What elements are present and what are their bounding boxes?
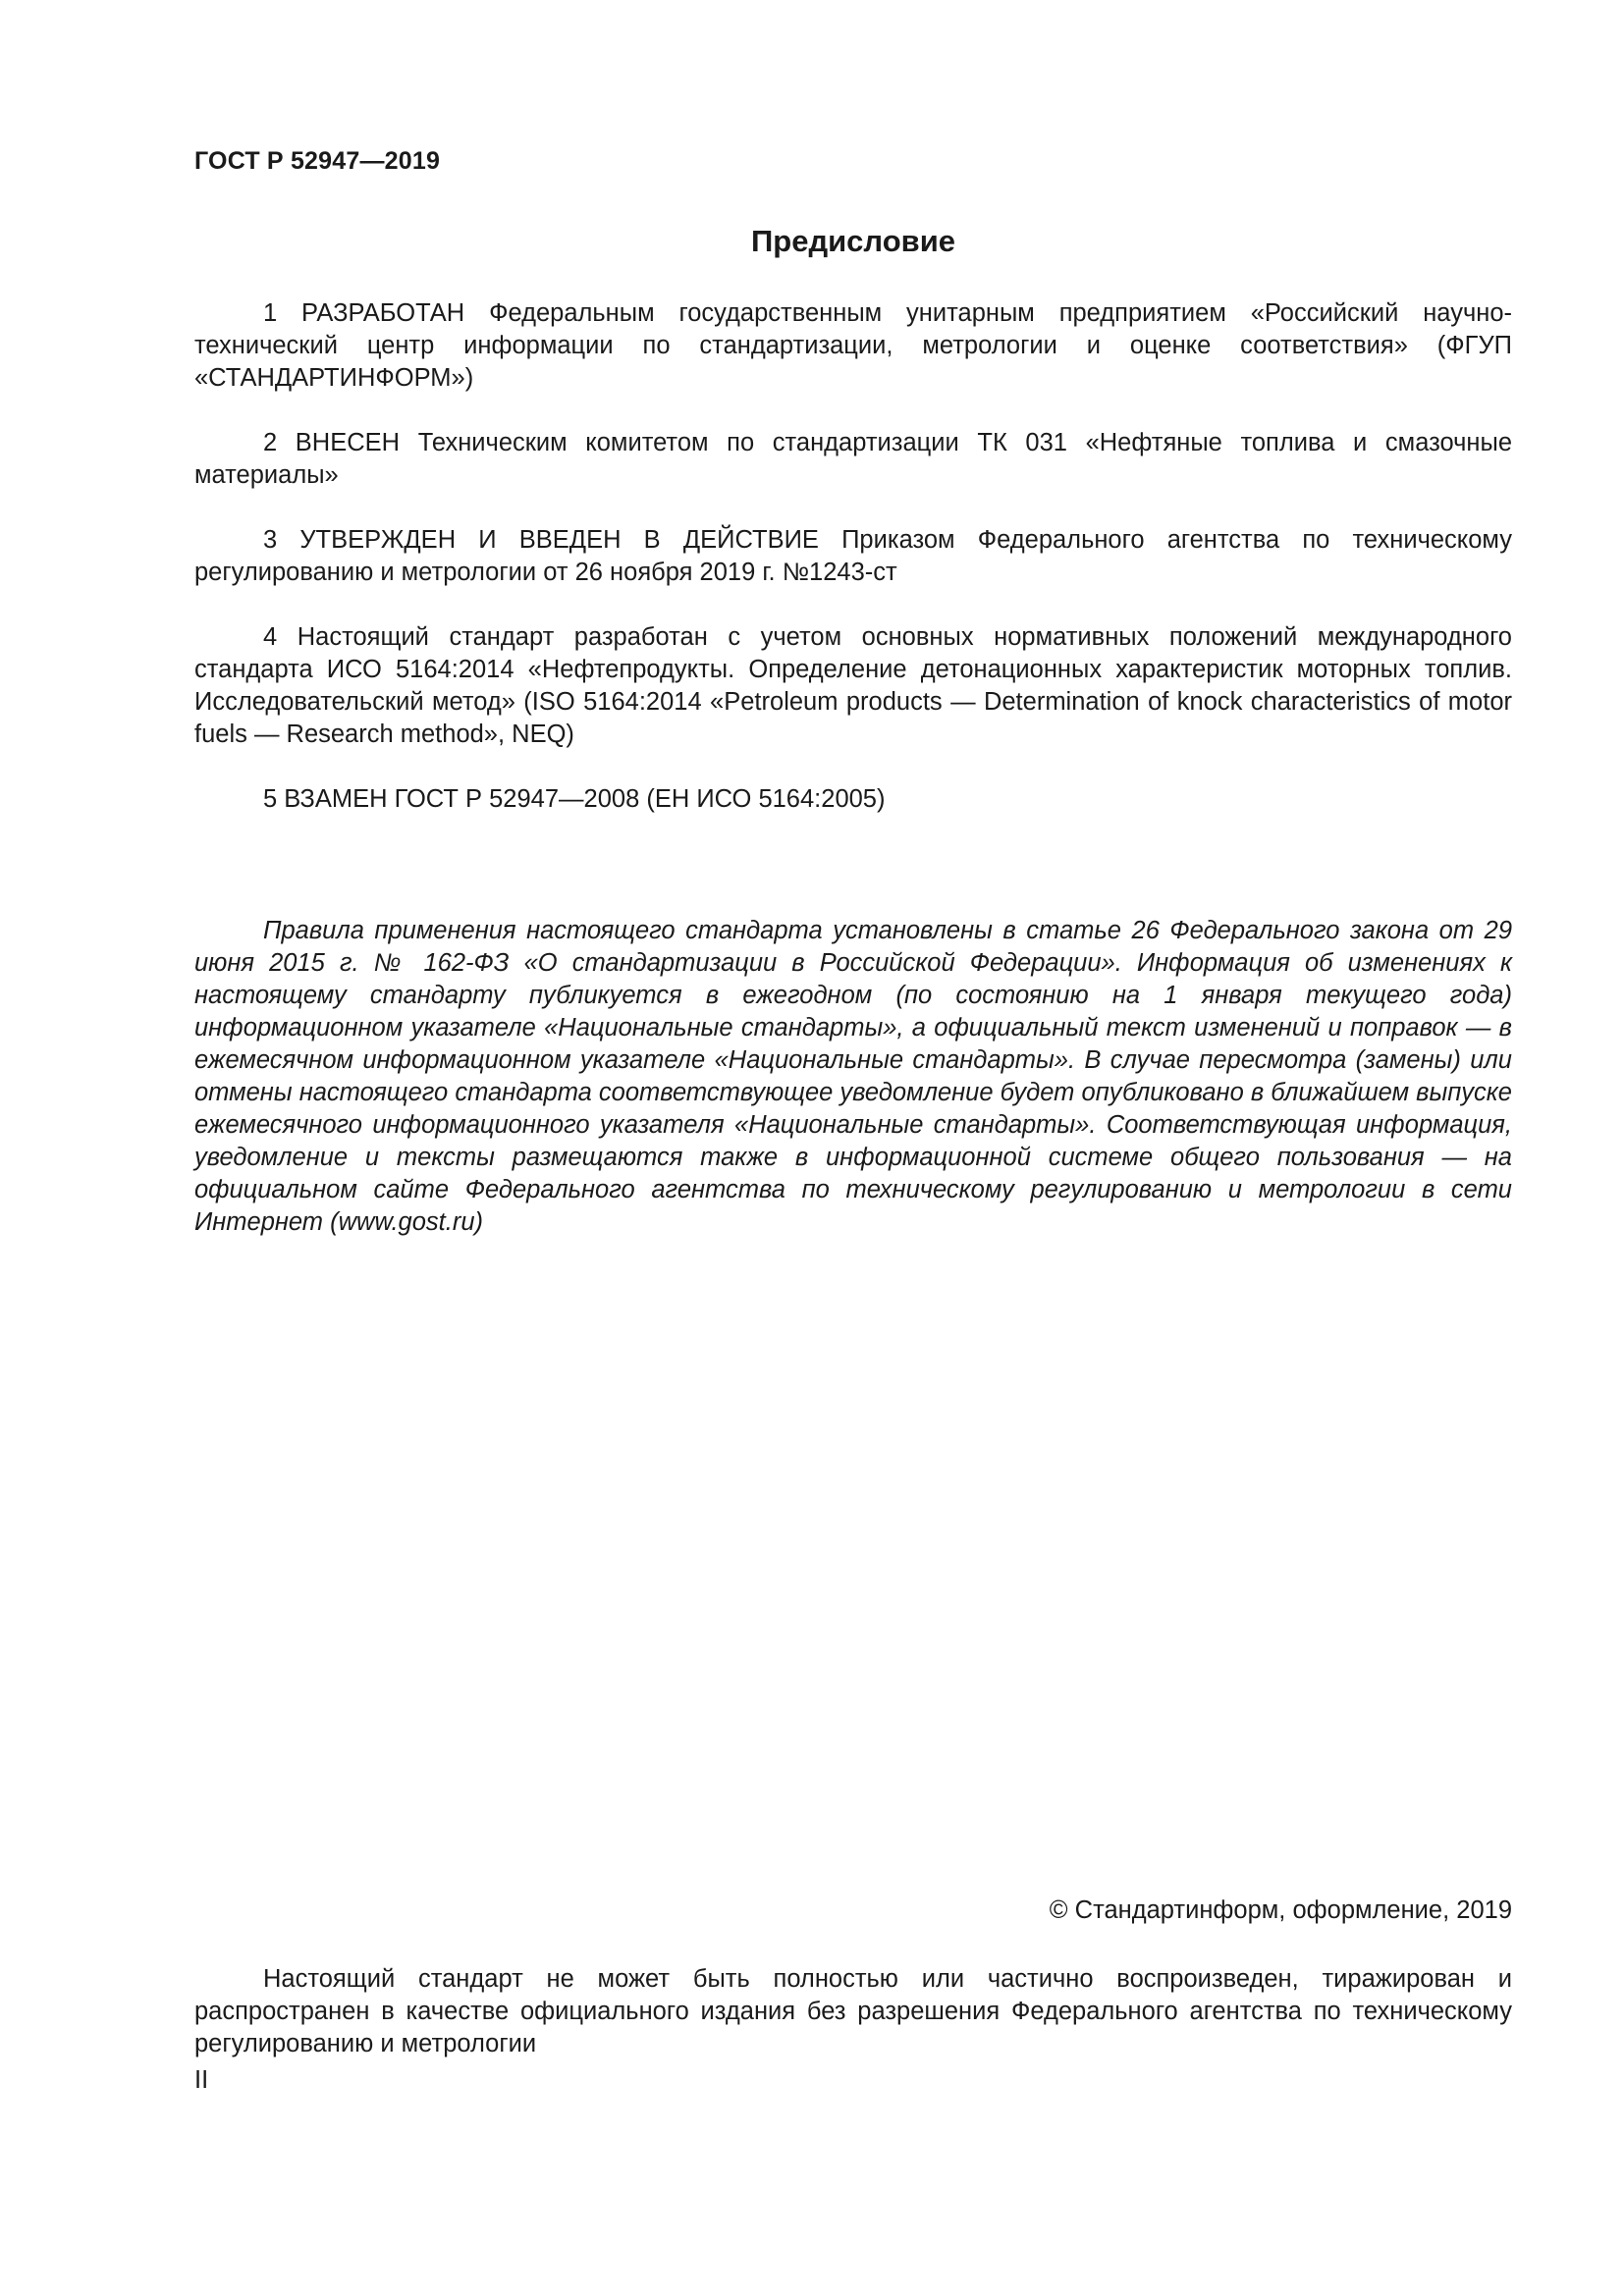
rules-notice: Правила применения настоящего стандарта установлены в статье 26 Федерального закона от 29 июня 2015 г. № 162-ФЗ «О стандартизации в Российской Федерации». Информация об изменениях к настоящему стандарту публикуется в ежегодном (по состоянию на 1 января текущего года) информационном указателе «Национальные стандарты», а официальный текст изменений и поправок — в ежемесячном информационном указателе «Национальные стандарты». В случае пересмотра (замены) или отмены настоящего стандарта соответствующее уведомление будет опубликовано в ближайшем выпуске ежемесячного информационного указателя «Национальные стандарты». Соответствующая информация, уведомление и тексты размещаются также в информационной системе общего пользования — на официальном сайте Федерального агентства по техническому регулированию и метрологии в сети Интернет (www.gost.ru) bbox=[194, 917, 1512, 1236]
page-title: Предисловие bbox=[750, 224, 955, 258]
foreword-item-4: 4 Настоящий стандарт разработан с учетом основных нормативных положений международного стандарта ИСО 5164:2014 «Нефтепродукты. Определение детонационных характеристик моторных топлив. Исследовательский метод» (ISO 5164:2014 «Petroleum products — Determination of knock characteristics of motor fuels — Research method», NEQ) bbox=[194, 623, 1512, 748]
foreword-item-5: 5 ВЗАМЕН ГОСТ Р 52947—2008 (ЕН ИСО 5164:2005) bbox=[263, 785, 886, 813]
foreword-item-2: 2 ВНЕСЕН Техническим комитетом по стандартизации ТК 031 «Нефтяные топлива и смазочные материалы» bbox=[194, 429, 1512, 489]
foreword-item-1: 1 РАЗРАБОТАН Федеральным государственным унитарным предприятием «Российский научно-технический центр информации по стандартизации, метрологии и оценке соответствия» (ФГУП «СТАНДАРТИНФОРМ») bbox=[194, 299, 1512, 392]
foreword-item-3: 3 УТВЕРЖДЕН И ВВЕДЕН В ДЕЙСТВИЕ Приказом Федерального агентства по техническому регулированию и метрологии от 26 ноября 2019 г. №1243-ст bbox=[194, 526, 1512, 586]
page-number: II bbox=[194, 2066, 209, 2094]
reproduction-notice: Настоящий стандарт не может быть полностью или частично воспроизведен, тиражирован и распространен в качестве официального издания без разрешения Федерального агентства по техническому регулированию и метрологии bbox=[194, 1965, 1512, 2057]
document-code: ГОСТ Р 52947—2019 bbox=[194, 147, 441, 175]
foreword-body bbox=[194, 297, 1512, 816]
copyright-line: © Стандартинформ, оформление, 2019 bbox=[1049, 1896, 1512, 1924]
